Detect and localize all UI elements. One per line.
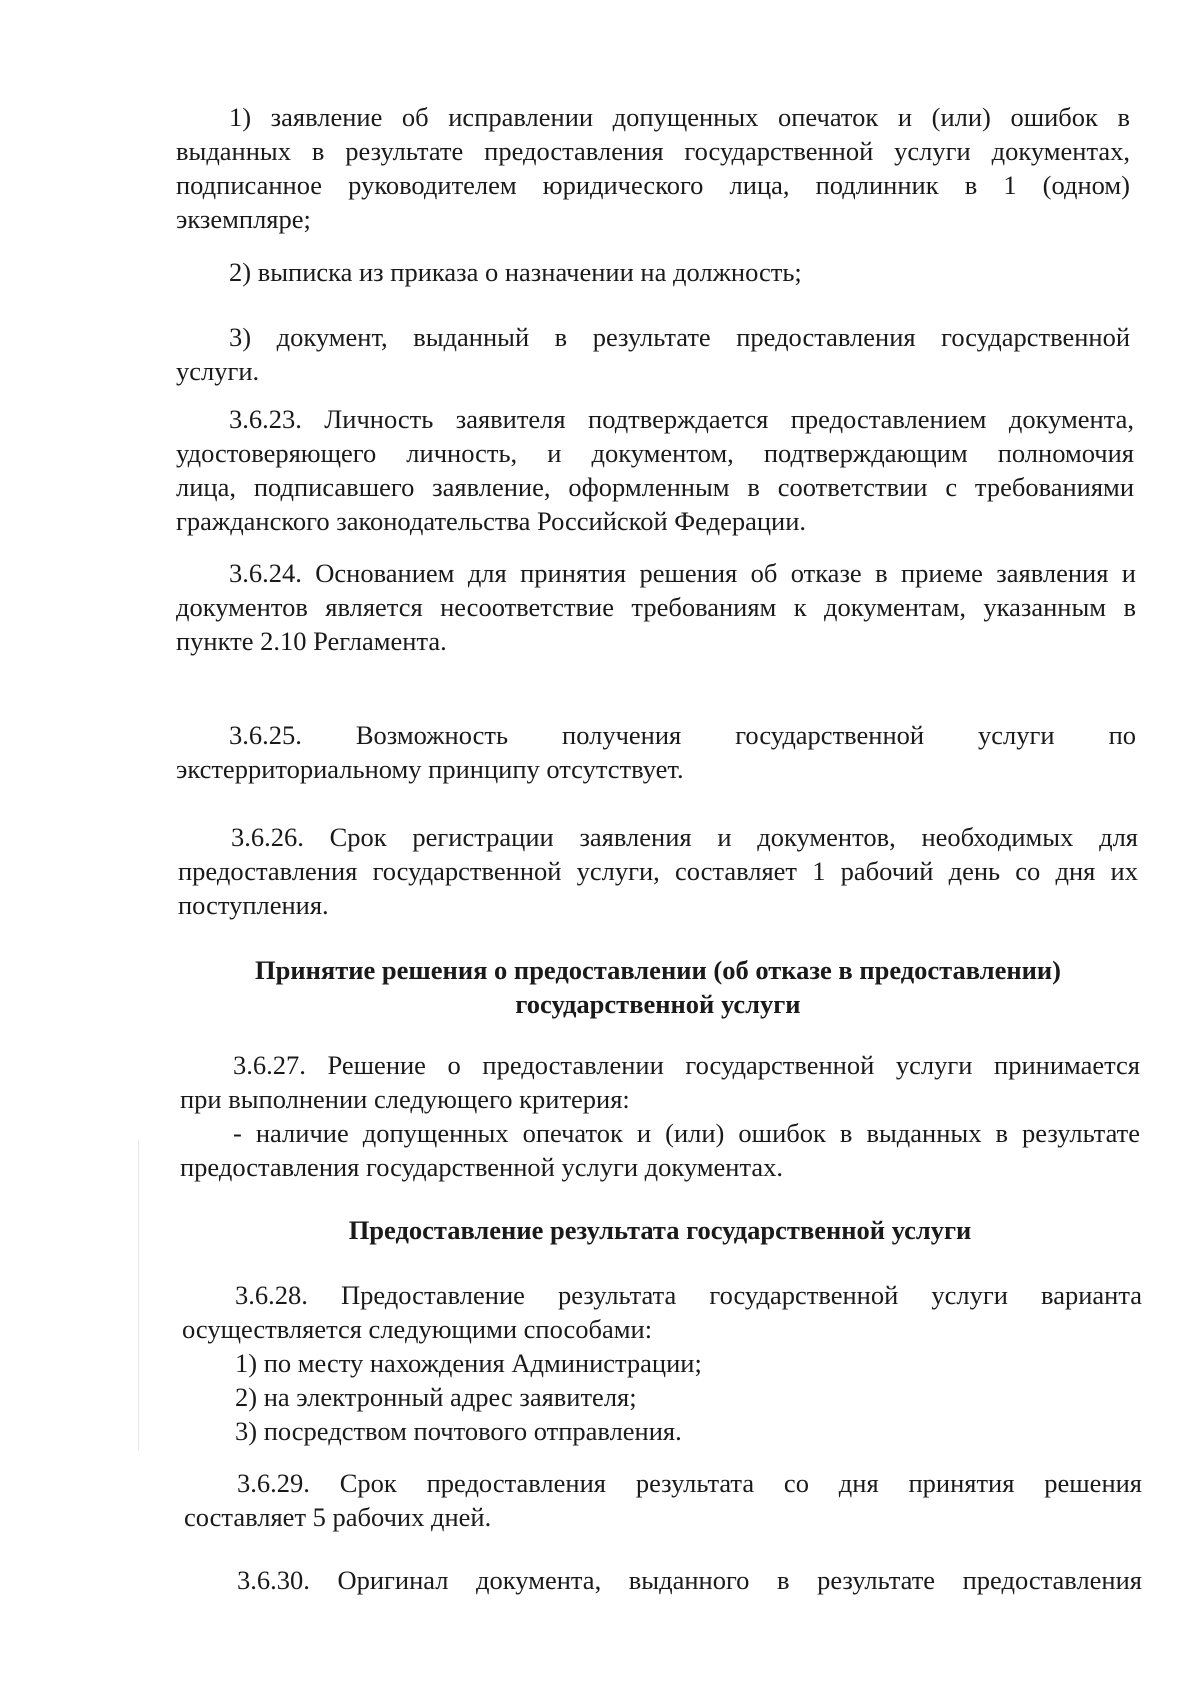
paragraph-3-6-27 bbox=[180, 1048, 1140, 1184]
text-line: составляет 5 рабочих дней. bbox=[184, 1502, 492, 1532]
word: услуги bbox=[978, 720, 1055, 750]
text-line: пункте 2.10 Регламента. bbox=[176, 626, 447, 656]
text-line: 3.6.28. Предоставление результата государственной услуги варианта bbox=[235, 1280, 1142, 1310]
heading-line: Предоставление результата государственной услуги bbox=[348, 1215, 972, 1245]
text-line: 3.6.30. Оригинал документа, выданного в результате предоставления bbox=[237, 1565, 1142, 1595]
text-line: 1) заявление об исправлении допущенных опечаток и (или) ошибок в bbox=[229, 102, 1130, 132]
scan-artifact-line bbox=[138, 1140, 139, 1450]
text-line: экстерриториальному принципу отсутствует. bbox=[176, 754, 684, 784]
paragraph-3-6-25 bbox=[176, 718, 1136, 786]
list-item: 3) посредством почтового отправления. bbox=[235, 1416, 682, 1446]
paragraph-3-6-30 bbox=[184, 1563, 1142, 1597]
heading-line: государственной услуги bbox=[515, 989, 801, 1019]
text-line: 3.6.29. Срок предоставления результата со дня принятия решения bbox=[237, 1468, 1142, 1498]
section-heading bbox=[180, 1213, 1140, 1247]
text-line: гражданского законодательства Российской Федерации. bbox=[176, 506, 807, 536]
list-item-3 bbox=[176, 320, 1130, 388]
section-heading bbox=[178, 953, 1138, 1021]
text-line: подписанное руководителем юридического лица, подлинник в 1 (одном) bbox=[176, 170, 1130, 200]
paragraph-3-6-26 bbox=[178, 820, 1138, 922]
text-line bbox=[176, 718, 1136, 752]
list-item-1 bbox=[176, 100, 1130, 236]
word: государственной bbox=[735, 720, 925, 750]
text-line: удостоверяющего личность, и документом, подтверждающим полномочия bbox=[176, 438, 1134, 468]
text-line: предоставления государственной услуги документах. bbox=[180, 1152, 784, 1182]
text-line: 2) выписка из приказа о назначении на должность; bbox=[229, 257, 802, 287]
text-line: - наличие допущенных опечаток и (или) ошибок в выданных в результате bbox=[233, 1118, 1140, 1148]
paragraph-3-6-28 bbox=[182, 1278, 1142, 1448]
text-line: поступления. bbox=[178, 890, 329, 920]
text-line: 3.6.24. Основанием для принятия решения об отказе в приеме заявления и bbox=[229, 558, 1136, 588]
text-line: услуги. bbox=[176, 356, 260, 386]
heading-line: Принятие решения о предоставлении (об отказе в предоставлении) bbox=[255, 955, 1061, 985]
text-line: 3.6.26. Срок регистрации заявления и документов, необходимых для bbox=[231, 822, 1138, 852]
text-line: экземпляре; bbox=[176, 204, 311, 234]
list-item: 2) на электронный адрес заявителя; bbox=[235, 1382, 637, 1412]
word: получения bbox=[562, 720, 682, 750]
list-item: 1) по месту нахождения Администрации; bbox=[235, 1348, 702, 1378]
text-line: лица, подписавшего заявление, оформленным в соответствии с требованиями bbox=[176, 472, 1134, 502]
text-line: предоставления государственной услуги, составляет 1 рабочий день со дня их bbox=[178, 856, 1138, 886]
text-line: выданных в результате предоставления государственной услуги документах, bbox=[176, 136, 1130, 166]
text-line: 3) документ, выданный в результате предоставления государственной bbox=[229, 322, 1130, 352]
word: по bbox=[1108, 720, 1136, 750]
paragraph-3-6-29 bbox=[184, 1466, 1142, 1534]
word: Возможность bbox=[355, 720, 509, 750]
text-line: при выполнении следующего критерия: bbox=[180, 1084, 630, 1114]
text-line: осуществляется следующими способами: bbox=[182, 1314, 653, 1344]
word: 3.6.25. bbox=[229, 720, 302, 750]
text-line: документов является несоответствие требованиям к документам, указанным в bbox=[176, 592, 1136, 622]
text-line: 3.6.23. Личность заявителя подтверждается предоставлением документа, bbox=[229, 404, 1134, 434]
list-item-2 bbox=[176, 255, 1130, 289]
text-line: 3.6.27. Решение о предоставлении государственной услуги принимается bbox=[233, 1050, 1140, 1080]
paragraph-3-6-24 bbox=[176, 556, 1136, 658]
paragraph-3-6-23 bbox=[176, 402, 1134, 538]
